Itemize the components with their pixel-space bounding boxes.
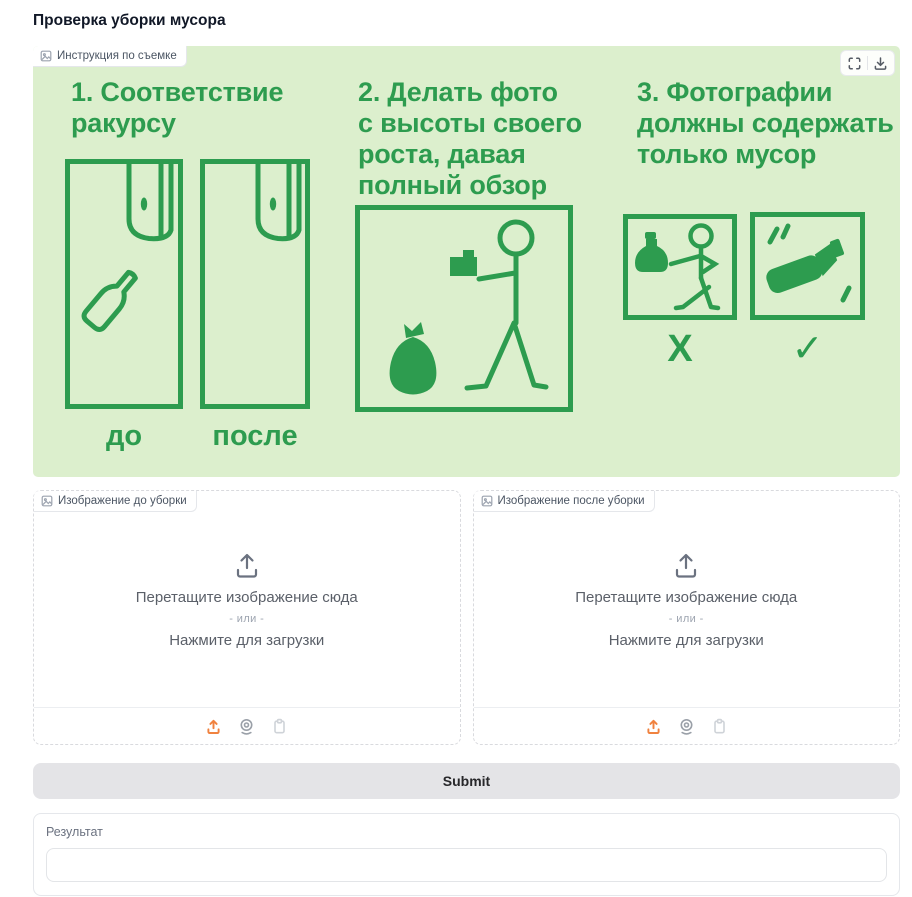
- upload-icon: [671, 550, 701, 580]
- wrong-example-illustration: [623, 214, 737, 320]
- download-icon: [872, 55, 889, 72]
- upload-icon: [232, 550, 262, 580]
- image-icon: [481, 495, 493, 507]
- app: [33, 0, 900, 896]
- upload-after-label: [474, 491, 655, 512]
- submit-button[interactable]: Submit: [33, 763, 900, 799]
- after-label: после: [212, 420, 298, 452]
- instruction-image-label: [33, 46, 187, 67]
- upload-row: [33, 490, 900, 745]
- webcam-source-button[interactable]: [237, 716, 257, 736]
- upload-icon: [645, 718, 662, 735]
- upload-before-label: [34, 491, 197, 512]
- upload-before-label-text: Изображение до уборки: [58, 495, 187, 507]
- upload-after-placeholder: [474, 491, 900, 707]
- fullscreen-button[interactable]: [842, 52, 867, 74]
- image-icon: [41, 495, 53, 507]
- click-hint: Нажмите для загрузки: [169, 631, 325, 649]
- clipboard-source-button[interactable]: [709, 716, 729, 736]
- result-label: Результат: [46, 825, 103, 839]
- or-hint: - или -: [668, 612, 704, 625]
- section-1-heading: 1. Соответствие ракурсу: [71, 77, 284, 138]
- fullscreen-icon: [846, 55, 863, 72]
- download-button[interactable]: [868, 52, 893, 74]
- photographer-illustration: [355, 205, 573, 412]
- upload-source-button[interactable]: [643, 716, 663, 736]
- before-panel-illustration: [65, 159, 183, 409]
- webcam-icon: [678, 718, 695, 735]
- drop-hint: Перетащите изображение сюда: [135, 588, 358, 606]
- section-2-heading: 2. Делать фото с высоты своего роста, давая полный обзор: [358, 77, 582, 200]
- upload-source-button[interactable]: [204, 716, 224, 736]
- check-mark: ✓: [791, 328, 824, 370]
- page-title: Проверка уборки мусора: [33, 12, 226, 29]
- drop-hint: Перетащите изображение сюда: [575, 588, 798, 606]
- webcam-source-button[interactable]: [676, 716, 696, 736]
- click-hint: Нажмите для загрузки: [608, 631, 764, 649]
- before-label: до: [105, 420, 143, 452]
- clipboard-source-button[interactable]: [270, 716, 290, 736]
- or-hint: - или -: [229, 612, 265, 625]
- instruction-image-label-text: Инструкция по съемке: [57, 50, 177, 62]
- right-example-illustration: [750, 212, 865, 320]
- instruction-image: [33, 46, 900, 477]
- image-icon: [40, 50, 52, 62]
- upload-before-dropzone[interactable]: [33, 490, 461, 745]
- section-3-heading: 3. Фотографии должны содержать только мусор: [637, 77, 894, 169]
- x-mark: X: [667, 328, 693, 370]
- upload-after-dropzone[interactable]: [473, 490, 901, 745]
- upload-before-sources: [34, 707, 460, 744]
- upload-before-placeholder: [34, 491, 460, 707]
- result-panel: [33, 813, 900, 896]
- image-controls: [840, 50, 895, 76]
- clipboard-icon: [711, 718, 728, 735]
- clipboard-icon: [271, 718, 288, 735]
- result-input[interactable]: [46, 848, 887, 882]
- webcam-icon: [238, 718, 255, 735]
- after-panel-illustration: [200, 159, 310, 409]
- upload-after-label-text: Изображение после уборки: [497, 495, 645, 507]
- upload-icon: [205, 718, 222, 735]
- upload-after-sources: [474, 707, 900, 744]
